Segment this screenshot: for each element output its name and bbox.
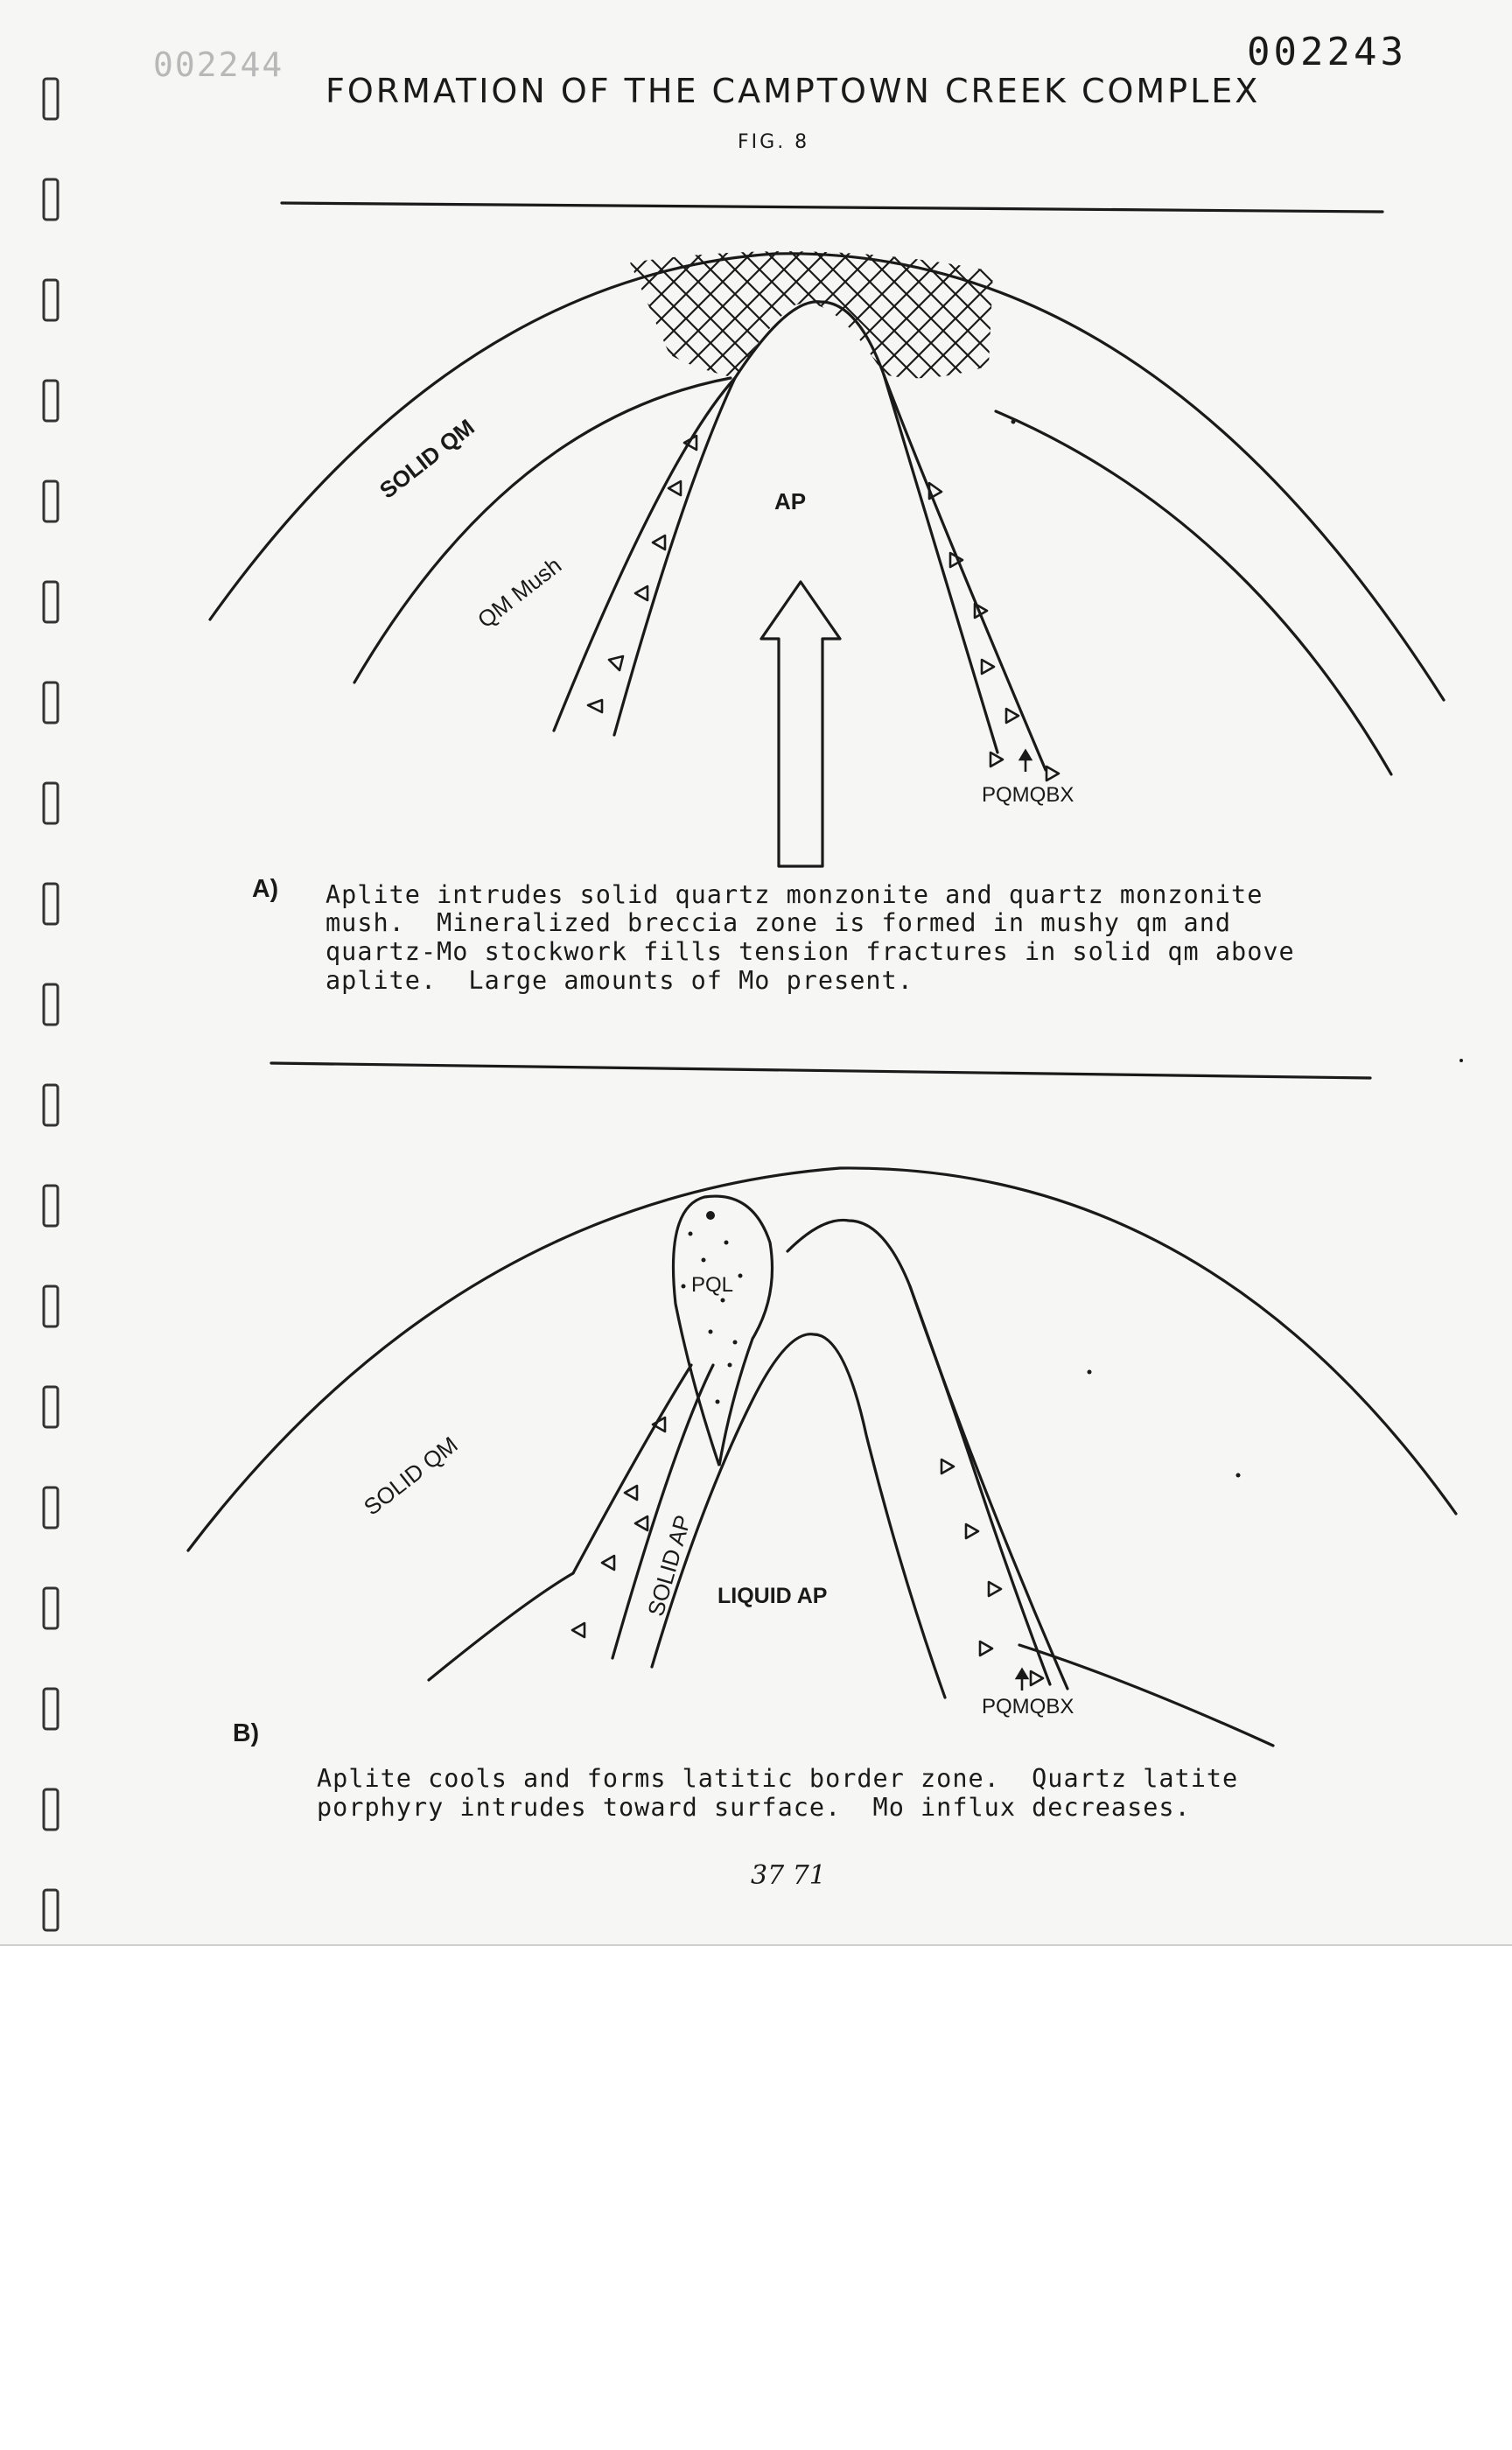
breccia-fragment xyxy=(990,752,1003,766)
binder-hole xyxy=(44,1890,58,1930)
binder-hole xyxy=(44,682,58,723)
qm-mush-boundary-right xyxy=(996,411,1391,774)
binder-hole xyxy=(44,1186,58,1226)
panel-a-caption-line: quartz-Mo stockwork fills tension fractures in solid qm above xyxy=(326,937,1295,966)
breccia-fragment xyxy=(572,1623,584,1637)
document-number: 002243 xyxy=(1247,30,1407,74)
panel-a-marker: A) xyxy=(252,875,279,903)
binder-hole xyxy=(44,582,58,622)
figure-title: FORMATION OF THE CAMPTOWN CREEK COMPLEX xyxy=(326,72,1261,110)
binder-hole xyxy=(44,1488,58,1528)
binder-hole xyxy=(44,884,58,924)
breccia-fragment xyxy=(982,660,994,674)
breccia-band-right xyxy=(910,1286,1068,1689)
qm-mush-boundary-left xyxy=(354,378,731,682)
aplite-contact-left xyxy=(429,1573,573,1680)
label-liquid-ap: LIQUID AP xyxy=(718,1584,828,1608)
label-solid-qm-a: SOLID QM xyxy=(374,413,480,504)
breccia-fragment xyxy=(966,1524,978,1538)
breccia-fragment xyxy=(625,1486,637,1500)
breccia-fragment xyxy=(1006,709,1018,723)
panel-a-surface-line xyxy=(282,203,1382,212)
binder-hole xyxy=(44,984,58,1025)
panel-b-diagram xyxy=(188,1063,1456,1746)
figure-label: FIG. 8 xyxy=(738,131,810,153)
binder-hole xyxy=(44,1689,58,1729)
breccia-fragment xyxy=(609,656,623,670)
panel-b-caption-line: Aplite cools and forms latitic border zone. Quartz latite xyxy=(317,1764,1239,1793)
breccia-fragment xyxy=(588,700,602,712)
breccia-fragment xyxy=(980,1642,992,1656)
panel-a-caption-line: mush. Mineralized breccia zone is formed in mushy qm and xyxy=(326,908,1232,937)
stockwork-zone-hatch xyxy=(630,251,993,378)
binder-hole xyxy=(44,1789,58,1830)
pqmqbx-pointer-b xyxy=(1017,1670,1027,1690)
pql-dots xyxy=(682,1211,743,1404)
binder-hole xyxy=(44,79,58,119)
page-number: 37 71 xyxy=(751,1860,826,1891)
breccia-fragment xyxy=(668,481,681,495)
label-pqmqbx-a: PQMQBX xyxy=(982,783,1074,807)
panel-b-marker: B) xyxy=(233,1719,260,1747)
breccia-fragment xyxy=(602,1556,614,1570)
label-ap: AP xyxy=(774,488,807,514)
breccia-fragment xyxy=(1046,766,1059,780)
breccia-fragment xyxy=(635,1516,648,1530)
panel-b-caption-line: porphyry intrudes toward surface. Mo influx decreases. xyxy=(317,1793,1191,1822)
binder-hole xyxy=(44,1286,58,1326)
solid-ap-dome xyxy=(788,1220,1050,1684)
breccia-fragment xyxy=(1031,1671,1043,1685)
binder-hole xyxy=(44,1387,58,1427)
breccia-fragment xyxy=(989,1582,1001,1596)
label-pqmqbx-b: PQMQBX xyxy=(982,1695,1074,1718)
label-qm-mush: QM Mush xyxy=(472,551,567,634)
panel-a-caption-line: Aplite intrudes solid quartz monzonite and quartz monzonite xyxy=(326,880,1264,909)
binder-hole xyxy=(44,783,58,823)
binder-hole xyxy=(44,381,58,421)
label-solid-qm-b: SOLID QM xyxy=(359,1431,463,1521)
panel-a-caption-line: aplite. Large amounts of Mo present. xyxy=(326,966,914,995)
label-solid-ap: SOLID AP xyxy=(642,1512,696,1620)
breccia-zone-left-inner xyxy=(614,378,735,735)
breccia-fragment xyxy=(942,1460,954,1474)
binder-hole xyxy=(44,280,58,320)
breccia-zone-right-outer xyxy=(884,374,1046,770)
binder-hole xyxy=(44,1588,58,1628)
faded-stamp-number: 002244 xyxy=(153,46,284,84)
binder-holes xyxy=(44,79,58,1930)
intrusion-direction-arrow xyxy=(761,582,840,866)
binder-hole xyxy=(44,179,58,220)
panel-b-surface-line xyxy=(271,1063,1370,1078)
breccia-fragment xyxy=(653,536,665,550)
binder-hole xyxy=(44,481,58,522)
label-pql: PQL xyxy=(691,1273,734,1297)
breccia-fragment xyxy=(635,586,648,600)
binder-hole xyxy=(44,1085,58,1125)
pqmqbx-pointer-a xyxy=(1020,751,1031,772)
